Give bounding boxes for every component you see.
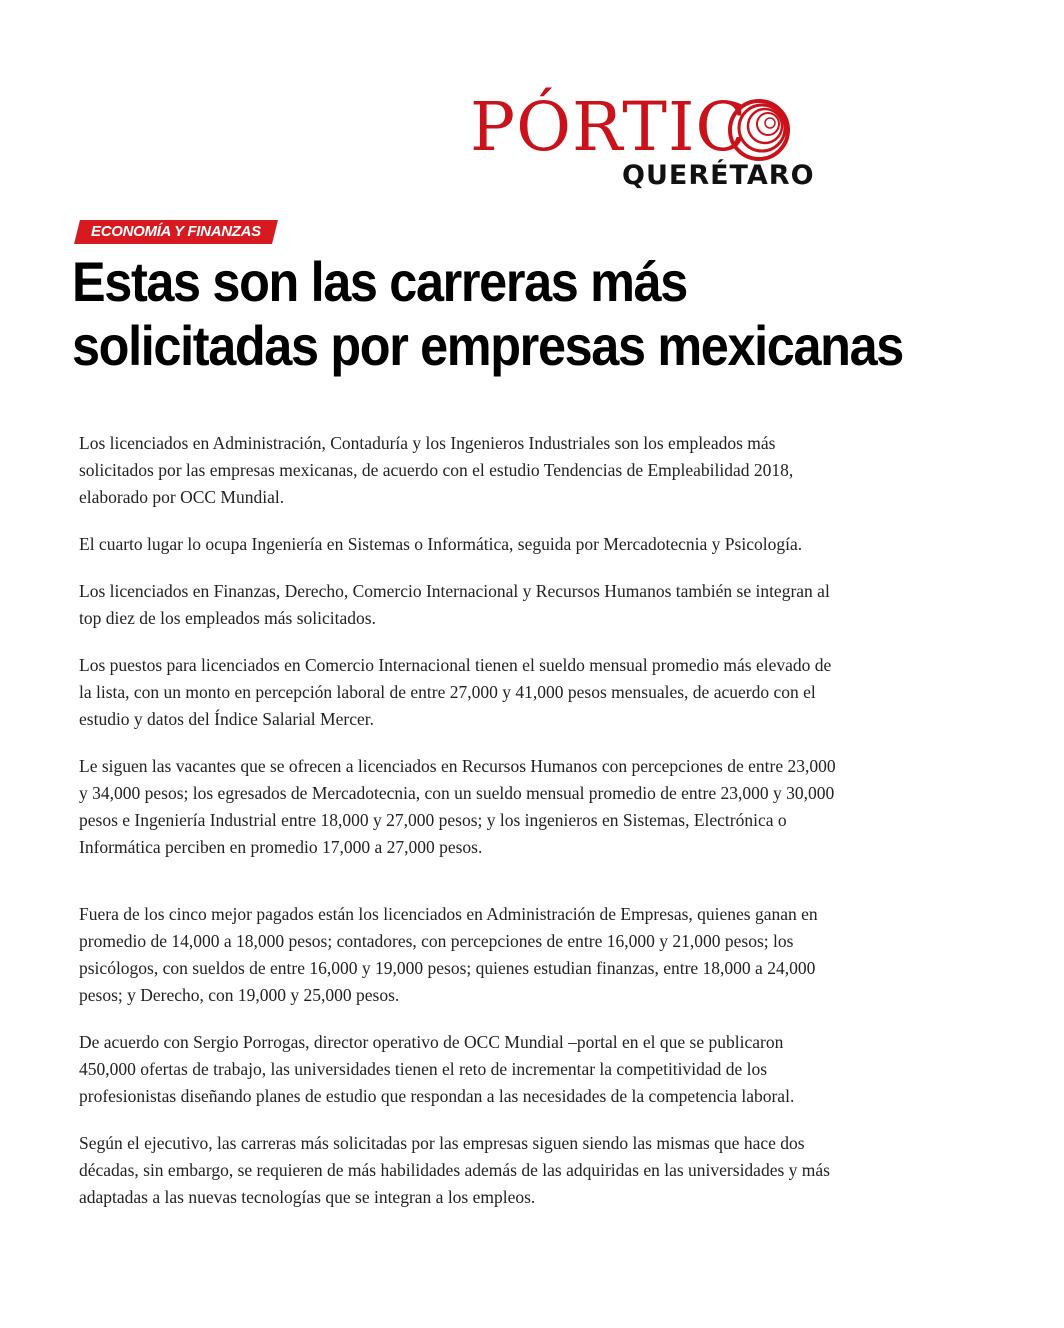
logo-subtitle: QUERÉTARO — [622, 160, 815, 191]
article-paragraph: Los licenciados en Finanzas, Derecho, Comercio Internacional y Recursos Humanos también se integran al top diez de los empleados más solicitados. — [79, 581, 830, 628]
article-body — [79, 430, 839, 1231]
article-paragraph: Según el ejecutivo, las carreras más solicitadas por las empresas siguen siendo las mismas que hace dos décadas, sin embargo, se requieren de más habilidades además de las adquiridas en las universidades y más adaptadas a las nuevas tecnologías que se integran a los empleos. — [79, 1133, 830, 1207]
masthead — [470, 88, 815, 198]
article-paragraph: Los puestos para licenciados en Comercio Internacional tienen el sueldo mensual promedio más elevado de la lista, con un monto en percepción laboral de entre 27,000 y 41,000 pesos mensuales, de acuerdo con el estudio y datos del Índice Salarial Mercer. — [79, 655, 832, 729]
article-paragraph: Le siguen las vacantes que se ofrecen a licenciados en Recursos Humanos con percepciones de entre 23,000 y 34,000 pesos; los egresados de Mercadotecnia, con un sueldo mensual promedio de entre 23,000 y 30,000 pesos e Ingeniería Industrial entre 18,000 y 27,000 pesos; y los ingenieros en Sistemas, Electrónica o Informática perciben en promedio 17,000 a 27,000 pesos. — [79, 756, 836, 857]
section-tag-label: ECONOMÍA Y FINANZAS — [90, 223, 261, 240]
logo-wordmark: PÓRTIC — [470, 88, 748, 166]
article-paragraph: De acuerdo con Sergio Porrogas, director operativo de OCC Mundial –portal en el que se publicaron 450,000 ofertas de trabajo, las universidades tienen el reto de incrementar la competitividad de los profesionistas diseñando planes de estudio que respondan a las necesidades de la competencia laboral. — [79, 1032, 795, 1106]
logo-rings-icon — [720, 94, 802, 168]
article-paragraph: Los licenciados en Administración, Contaduría y los Ingenieros Industriales son los empleados más solicitados por las empresas mexicanas, de acuerdo con el estudio Tendencias de Empleabilidad 2018, elaborado por OCC Mundial. — [79, 433, 794, 507]
section-tag[interactable] — [74, 220, 278, 244]
article-paragraph: El cuarto lugar lo ocupa Ingeniería en Sistemas o Informática, seguida por Mercadotecnia y Psicología. — [79, 534, 803, 554]
article-paragraph: Fuera de los cinco mejor pagados están los licenciados en Administración de Empresas, quienes ganan en promedio de 14,000 a 18,000 pesos; contadores, con percepciones de entre 16,000 y 21,000 pesos; los psicólogos, con sueldos de entre 16,000 y 19,000 pesos; quienes estudian finanzas, entre 18,000 a 24,000 pesos; y Derecho, con 19,000 y 25,000 pesos. — [79, 904, 818, 1005]
article-headline: Estas son las carreras más solicitadas por empresas mexicanas — [72, 250, 903, 377]
